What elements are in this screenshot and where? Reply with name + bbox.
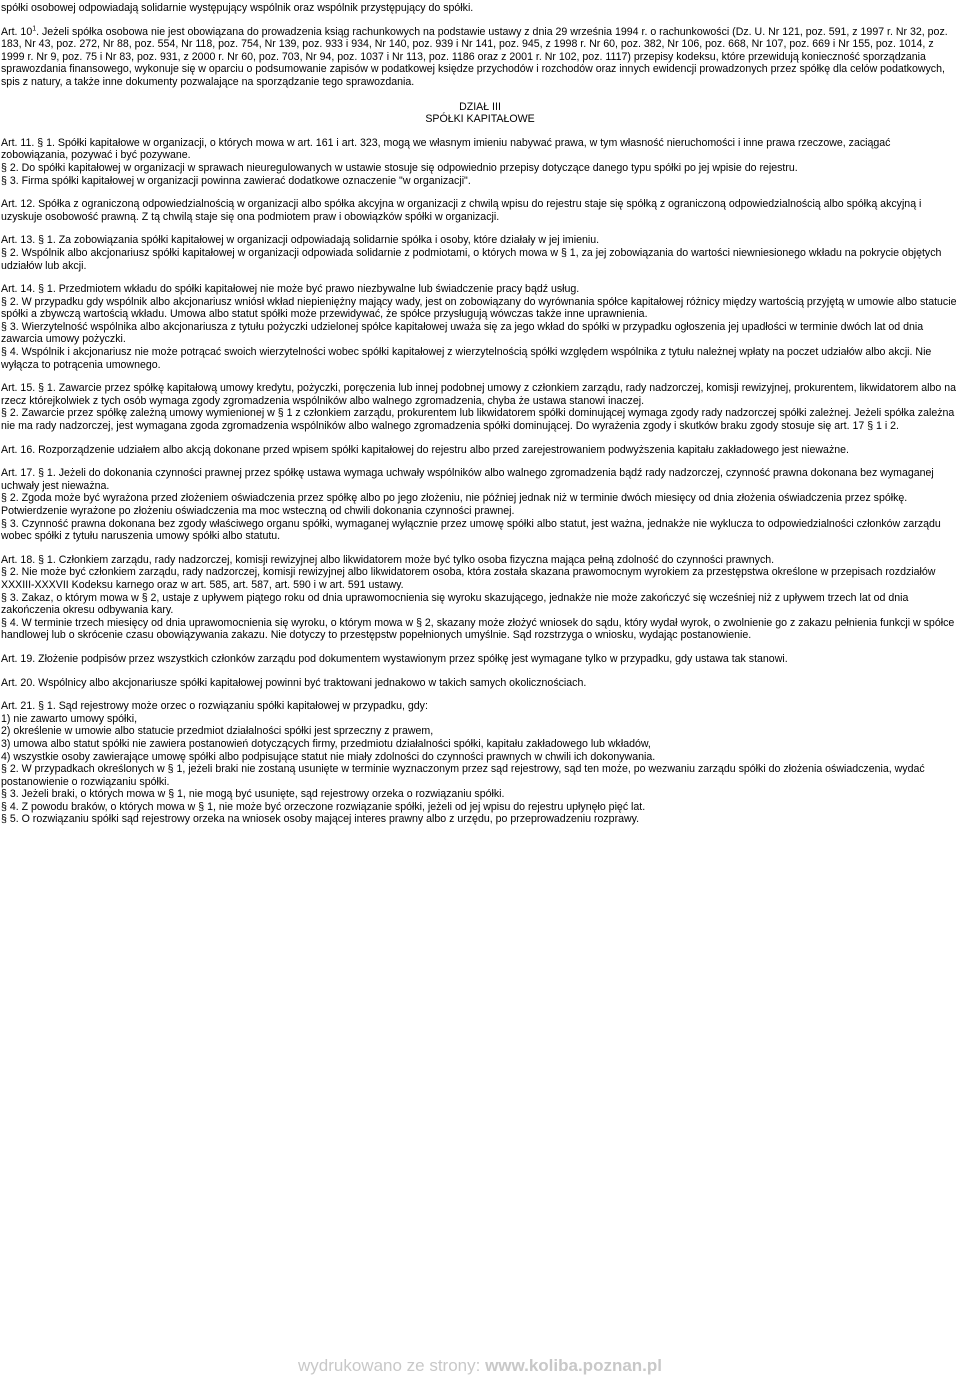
paragraph — [1, 700, 959, 713]
paragraph-text: § 2. Zawarcie przez spółkę zależną umowy wymienionej w § 1 z członkiem zarządu, prokurentem lub likwidatorem spółki dominującej wymaga zgody rady nadzorczej spółki zależnej. Jeżeli spółka zależna nie ma rady nadzorczej, jest wymagana zgoda zgromadzenia wspólników albo walnego zgromadzenia spółki dominującej. Do wyrażenia zgody i skutków braku zgody stosuje się art. 17 § 1 i 2. — [1, 407, 955, 433]
paragraph — [1, 751, 959, 764]
paragraph-text: § 2. W przypadkach określonych w § 1, jeżeli braki nie zostaną usunięte w terminie wyznaczonym przez sąd rejestrowy, sąd ten może, po wezwaniu zarządu spółki do złożenia oświadczenia, wydać postanowienie o rozwiązaniu spółki. — [1, 763, 925, 788]
paragraph — [1, 247, 959, 272]
paragraph-text: Art. 17. § 1. Jeżeli do dokonania czynności prawnej przez spółkę ustawa wymaga uchwały wspólników albo walnego zgromadzenia bądź rady nadzorczej, czynność prawna dokonana bez wymaganej uchwały jest nieważna. — [1, 467, 934, 492]
paragraph-text: 2) określenie w umowie albo statucie przedmiot działalności spółki jest sprzeczny z prawem, — [1, 725, 434, 738]
paragraph-text: Art. 13. § 1. Za zobowiązania spółki kapitałowej w organizacji odpowiadają solidarnie spółka i osoby, które działały w jej imieniu. — [1, 234, 600, 247]
paragraph-text: Art. 11. § 1. Spółki kapitałowe w organizacji, o których mowa w art. 161 i art. 323, mogą we własnym imieniu nabywać prawa, w tym własność nieruchomości i inne prawa rzeczowe, zaciągać zobowiązania, pozywać i być pozywane. — [1, 136, 891, 162]
paragraph — [1, 518, 959, 543]
footer-site-link[interactable]: www.koliba.poznan.pl — [485, 1356, 663, 1375]
paragraph-text: 4) wszystkie osoby zawierające umowę spółki albo podpisujące statut nie miały zdolności do czynności prawnych w chwili ich dokonywania. — [1, 750, 656, 763]
paragraph — [1, 175, 959, 188]
paragraph-text: § 4. Z powodu braków, o których mowa w § 1, nie może być orzeczone rozwiązanie spółki, jeżeli od jej wpisu do rejestru upłynęło pięć lat. — [1, 800, 646, 813]
paragraph — [1, 653, 959, 666]
paragraph-text: spółki osobowej odpowiadają solidarnie występujący wspólnik oraz wspólnik przystępujący do spółki. — [1, 2, 474, 14]
paragraph — [1, 467, 959, 492]
section-heading — [1, 101, 959, 126]
paragraph — [1, 382, 959, 407]
paragraph — [1, 763, 959, 788]
paragraph — [1, 492, 959, 517]
paragraph — [1, 321, 959, 346]
paragraph — [1, 713, 959, 726]
paragraph — [1, 162, 959, 175]
paragraph — [1, 738, 959, 751]
print-footer — [0, 1356, 960, 1376]
article-number: Art. 10 — [1, 25, 33, 38]
paragraph — [1, 617, 959, 642]
paragraph — [1, 592, 959, 617]
paragraph — [1, 26, 959, 89]
paragraph — [1, 566, 959, 591]
paragraph-text: § 3. Wierzytelność wspólnika albo akcjonariusza z tytułu pożyczki udzielonej spółce kapitałowej uważa się za jego wkład do spółki w przypadku ogłoszenia jej upadłości w terminie dwóch lat od dnia zawarcia umowy pożyczki. — [1, 320, 924, 346]
paragraph-text: § 3. Czynność prawna dokonana bez zgody właściwego organu spółki, wymaganej wyłącznie przez umowę spółki albo statut, jest ważna, jednakże nie wyklucza to odpowiedzialności członków zarządu wobec spółki z tytułu naruszenia umowy spółki albo statutu. — [1, 517, 941, 543]
paragraph — [1, 444, 959, 457]
paragraph-text: § 2. Wspólnik albo akcjonariusz spółki kapitałowej w organizacji odpowiada solidarnie z podmiotami, o których mowa w § 1, za jej zobowiązania do wartości niewniesionego wkładu na pokrycie objętych udziałów lub akcji. — [1, 246, 942, 272]
paragraph — [1, 198, 959, 223]
paragraph-text: § 2. Nie może być członkiem zarządu, rady nadzorczej, komisji rewizyjnej albo likwidatorem osoba, która została skazana prawomocnym wyrokiem za przestępstwa określone w przepisach rozdziałów XXXIII-XXXVII Kodeksu karnego oraz w art. 585, art. 587, art. 590 i w art. 591 ustawy. — [1, 566, 936, 591]
paragraph-text: Art. 20. Wspólnicy albo akcjonariusze spółki kapitałowej powinni być traktowani jednakowo w takich samych okolicznościach. — [1, 676, 587, 689]
paragraph-text: § 2. W przypadku gdy wspólnik albo akcjonariusz wniósł wkład niepieniężny mający wady, jest on zobowiązany do wyrównania spółce kapitałowej różnicy między wartością przyjętą w umowie albo statucie spółki a zbywczą wartością wkładu. Umowa albo statut spółki może przewidywać, że spółce przysługują wówczas także inne uprawnienia. — [1, 295, 957, 321]
paragraph — [1, 801, 959, 814]
paragraph — [1, 677, 959, 690]
paragraph-text: § 4. Wspólnik i akcjonariusz nie może potrącać swoich wierzytelności wobec spółki kapitałowej z wierzytelnością spółki względem wspólnika z tytułu należnej wpłaty na poczet udziałów albo akcji. Nie wyłącza to potrącenia umownego. — [1, 346, 932, 371]
paragraph-text: § 3. Zakaz, o którym mowa w § 2, ustaje z upływem piątego roku od dnia uprawomocnienia się wyroku skazującego, jednakże nie może zakończyć się wcześniej niż z upływem trzech lat od dnia zakończenia okresu odbywania kary. — [1, 591, 909, 617]
paragraph — [1, 296, 959, 321]
paragraph-text: § 3. Firma spółki kapitałowej w organizacji powinna zawierać dodatkowe oznaczenie "w organizacji". — [1, 174, 471, 187]
paragraph-text: § 2. Zgoda może być wyrażona przed złożeniem oświadczenia przez spółkę albo po jego złożeniu, nie później jednak niż w terminie dwóch miesięcy od dnia złożenia oświadczenia przez spółkę. Potwierdzenie wyrażone po złożeniu oświadczenia ma moc wsteczną od chwili dokonania czynności prawnej. — [1, 492, 908, 517]
paragraph-text: Art. 12. Spółka z ograniczoną odpowiedzialnością w organizacji albo spółka akcyjna w organizacji z chwilą wpisu do rejestru staje się spółką z ograniczoną odpowiedzialnością albo spółką akcyjną i uzyskuje osobowość prawną. Z tą chwilą staje się ona podmiotem praw i obowiązków spółki w organizacji. — [1, 198, 922, 223]
paragraph — [1, 788, 959, 801]
paragraph-text: Art. 14. § 1. Przedmiotem wkładu do spółki kapitałowej nie może być prawo niezbywalne lub świadczenie pracy bądź usług. — [1, 283, 580, 296]
paragraph-text: . Jeżeli spółka osobowa nie jest obowiązana do prowadzenia ksiąg rachunkowych na podstawie ustawy z dnia 29 września 1994 r. o rachunkowości (Dz. U. Nr 121, poz. 591, z 1997 r. Nr 32, poz. 183, Nr 43, poz. 272, Nr 88, poz. 554, Nr 118, poz. 754, Nr 139, poz. 933 i 934, Nr 140, poz. 939 i Nr 141, poz. 945, z 1998 r. Nr 60, poz. 382, Nr 106, poz. 668, Nr 107, poz. 669 i Nr 155, poz. 1014, z 1999 r. Nr 9, poz. 75 i Nr 83, poz. 931, z 2000 r. Nr 60, poz. 703, Nr 94, poz. 1037 i Nr 113, poz. 1186 oraz z 2001 r. Nr 102, poz. 1117) przepisy kodeksu, które przewidują konieczność sporządzania sprawozdania finansowego, wykonuje się w oparciu o podsumowanie zapisów w podatkowej księdze przychodów i rozchodów oraz innych ewidencji prowadzonych przez spółkę dla celów podatkowych, spis z natury, a także inne dokumenty pozwalające na sporządzanie tego sprawozdania. — [1, 25, 948, 88]
superscript: 1 — [32, 25, 37, 33]
paragraph — [1, 554, 959, 567]
paragraph-text: Art. 21. § 1. Sąd rejestrowy może orzec o rozwiązaniu spółki kapitałowej w przypadku, gdy: — [1, 700, 428, 713]
paragraph — [1, 346, 959, 371]
section-heading-line: SPÓŁKI KAPITAŁOWE — [425, 113, 535, 126]
paragraph — [1, 725, 959, 738]
paragraph — [1, 813, 959, 826]
paragraph — [1, 283, 959, 296]
section-heading-line: DZIAŁ III — [459, 100, 501, 113]
paragraph-text: 3) umowa albo statut spółki nie zawiera postanowień dotyczących firmy, przedmiotu działalności spółki, kapitału zakładowego lub wkładów, — [1, 737, 651, 750]
paragraph — [1, 137, 959, 162]
paragraph-text: § 3. Jeżeli braki, o których mowa w § 1, nie mogą być usunięte, sąd rejestrowy orzeka o rozwiązaniu spółki. — [1, 788, 505, 801]
paragraph — [1, 234, 959, 247]
paragraph — [1, 407, 959, 432]
paragraph-text: § 2. Do spółki kapitałowej w organizacji w sprawach nieuregulowanych w ustawie stosuje się odpowiednio przepisy dotyczące danego typu spółki po jej wpisie do rejestru. — [1, 161, 798, 174]
footer-prefix: wydrukowano ze strony: — [297, 1356, 486, 1375]
paragraph-text: Art. 18. § 1. Członkiem zarządu, rady nadzorczej, komisji rewizyjnej albo likwidatorem może być tylko osoba fizyczna mająca pełną zdolność do czynności prawnych. — [1, 553, 775, 566]
paragraph-text: Art. 16. Rozporządzenie udziałem albo akcją dokonane przed wpisem spółki kapitałowej do rejestru albo przed zarejestrowaniem podwyższenia kapitału zakładowego jest nieważne. — [1, 443, 849, 456]
paragraph-text: Art. 15. § 1. Zawarcie przez spółkę kapitałową umowy kredytu, pożyczki, poręczenia lub innej podobnej umowy z członkiem zarządu, rady nadzorczej, komisji rewizyjnej, prokurentem, likwidatorem albo na rzecz którejkolwiek z tych osób wymaga zgody zgromadzenia wspólników albo walnego zgromadzenia, chyba że ustawa stanowi inaczej. — [1, 382, 957, 407]
paragraph — [1, 2, 959, 15]
paragraph-text: Art. 19. Złożenie podpisów przez wszystkich członków zarządu pod dokumentem wystawionym przez spółkę jest wymagane tylko w przypadku, gdy ustawa tak stanowi. — [1, 652, 788, 665]
paragraph-text: § 4. W terminie trzech miesięcy od dnia uprawomocnienia się wyroku, o którym mowa w § 2, skazany może złożyć wniosek do sądu, który wydał wyrok, o zwolnienie go z zakazu pełnienia funkcji w spółce handlowej lub o skrócenie czasu obowiązywania zakazu. Nie dotyczy to przestępstw popełnionych umyślnie. Sąd rozstrzyga o wniosku, wydając postanowienie. — [1, 616, 955, 642]
paragraph-text: § 5. O rozwiązaniu spółki sąd rejestrowy orzeka na wniosek osoby mającej interes prawny albo z urzędu, po przeprowadzeniu rozprawy. — [1, 813, 640, 826]
paragraph-text: 1) nie zawarto umowy spółki, — [1, 712, 138, 725]
